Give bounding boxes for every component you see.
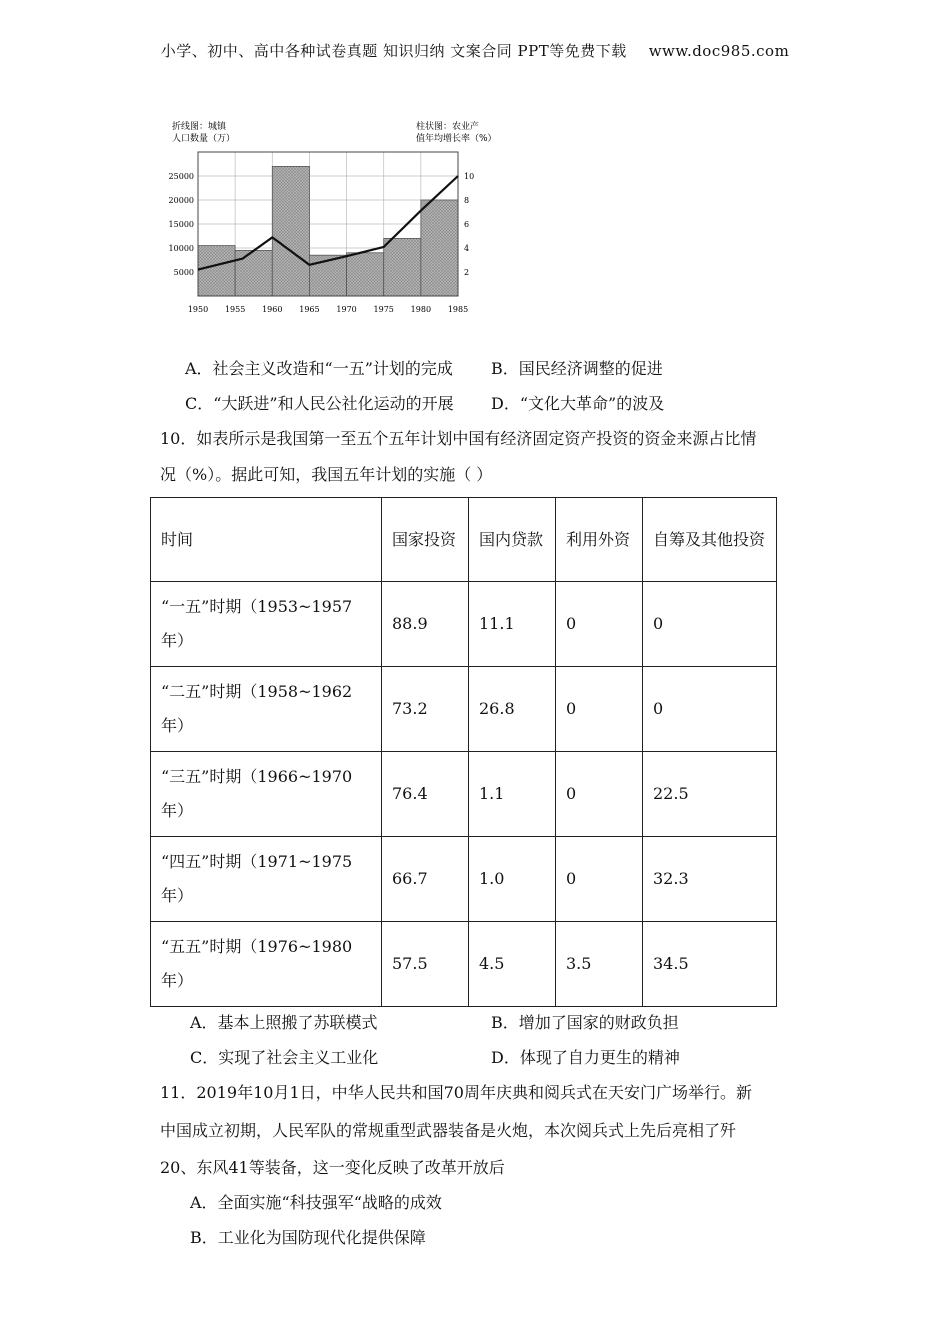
q10-option-b: B．增加了国家的财政负担 — [491, 1013, 679, 1032]
x-tick-label: 1950 — [187, 305, 209, 314]
cell-period: “四五”时期（1971~1975年） — [151, 837, 382, 922]
plot-area — [169, 152, 475, 314]
q11-option-a: A．全面实施“科技强军“战略的成效 — [190, 1193, 442, 1212]
table-header-row — [151, 498, 777, 582]
table-row — [151, 752, 777, 837]
q9-option-c: C．“大跃进”和人民公社化运动的开展 — [185, 394, 454, 413]
header-loan: 国内贷款 — [469, 498, 556, 582]
cell-state: 73.2 — [382, 667, 469, 752]
cell-self: 0 — [643, 667, 777, 752]
x-tick-label: 1955 — [224, 305, 246, 314]
cell-period: “一五”时期（1953~1957年） — [151, 582, 382, 667]
cell-foreign: 3.5 — [556, 922, 643, 1007]
left-tick-label: 20000 — [168, 196, 194, 205]
cell-period: “五五”时期（1976~1980年） — [151, 922, 382, 1007]
x-tick-label: 1975 — [373, 305, 394, 314]
cell-state: 57.5 — [382, 922, 469, 1007]
q10-option-c: C．实现了社会主义工业化 — [190, 1048, 379, 1067]
bar — [347, 253, 384, 296]
left-tick-label: 10000 — [168, 244, 194, 253]
cell-self: 22.5 — [643, 752, 777, 837]
page-header — [0, 40, 950, 61]
left-axis-label-1: 折线图：城镇 — [172, 122, 227, 132]
header-state: 国家投资 — [382, 498, 469, 582]
q11-stem-line-1: 11．2019年10月1日，中华人民共和国70周年庆典和阅兵式在天安门广场举行。新 — [160, 1083, 752, 1102]
q11-stem-line-3: 20、东风41等装备，这一变化反映了改革开放后 — [160, 1158, 505, 1177]
x-tick-label: 1980 — [410, 305, 432, 314]
table-row — [151, 582, 777, 667]
right-axis-label-2: 值年均增长率（%） — [416, 134, 497, 144]
x-tick-label: 1970 — [336, 305, 357, 314]
right-tick-label: 10 — [464, 172, 475, 181]
left-axis-label-2: 人口数量（万） — [172, 134, 236, 144]
header-site: www.doc985.com — [648, 42, 790, 60]
cell-foreign: 0 — [556, 667, 643, 752]
cell-period: “二五”时期（1958~1962年） — [151, 667, 382, 752]
chart — [160, 118, 497, 318]
bar — [235, 250, 272, 296]
header-text: 小学、初中、高中各种试卷真题 知识归纳 文案合同 PPT等免费下载 — [160, 42, 627, 60]
q10-stem-line-1: 10．如表所示是我国第一至五个五年计划中国有经济固定资产投资的资金来源占比情 — [160, 429, 757, 448]
x-tick-label: 1960 — [262, 305, 283, 314]
right-tick-label: 4 — [464, 244, 470, 253]
bar — [198, 246, 235, 296]
investment-table — [150, 497, 777, 1007]
q9-option-a: A．社会主义改造和“一五”计划的完成 — [185, 359, 453, 378]
q9-option-b: B．国民经济调整的促进 — [491, 359, 663, 378]
cell-loan: 1.0 — [469, 837, 556, 922]
right-tick-label: 8 — [464, 196, 470, 205]
cell-self: 34.5 — [643, 922, 777, 1007]
cell-foreign: 0 — [556, 837, 643, 922]
right-tick-label: 6 — [464, 220, 470, 229]
q9-option-d: D．“文化大革命”的波及 — [491, 394, 665, 413]
table-row — [151, 837, 777, 922]
q11-stem-line-2: 中国成立初期，人民军队的常规重型武器装备是火炮，本次阅兵式上先后亮相了歼 — [160, 1121, 737, 1140]
q11-option-b: B．工业化为国防现代化提供保障 — [190, 1228, 426, 1247]
cell-state: 88.9 — [382, 582, 469, 667]
cell-state: 76.4 — [382, 752, 469, 837]
q10-stem-line-2: 况（%）。据此可知，我国五年计划的实施（ ） — [160, 465, 493, 484]
table-row — [151, 922, 777, 1007]
header-self: 自筹及其他投资 — [643, 498, 777, 582]
left-tick-label: 5000 — [173, 268, 194, 277]
header-time: 时间 — [151, 498, 382, 582]
left-tick-label: 25000 — [168, 172, 194, 181]
cell-loan: 1.1 — [469, 752, 556, 837]
x-tick-label: 1985 — [447, 305, 469, 314]
cell-loan: 4.5 — [469, 922, 556, 1007]
x-tick-label: 1965 — [299, 305, 320, 314]
cell-state: 66.7 — [382, 837, 469, 922]
cell-loan: 26.8 — [469, 667, 556, 752]
cell-foreign: 0 — [556, 582, 643, 667]
bar — [272, 166, 309, 296]
q10-option-a: A．基本上照搬了苏联模式 — [190, 1013, 378, 1032]
bar — [421, 200, 458, 296]
cell-foreign: 0 — [556, 752, 643, 837]
cell-loan: 11.1 — [469, 582, 556, 667]
table-row — [151, 667, 777, 752]
cell-period: “三五”时期（1966~1970年） — [151, 752, 382, 837]
left-tick-label: 15000 — [168, 220, 194, 229]
q10-option-d: D．体现了自力更生的精神 — [491, 1048, 680, 1067]
cell-self: 0 — [643, 582, 777, 667]
cell-self: 32.3 — [643, 837, 777, 922]
right-axis-label-1: 柱状图：农业产 — [416, 122, 480, 132]
right-tick-label: 2 — [464, 268, 470, 277]
header-foreign: 利用外资 — [556, 498, 643, 582]
bar — [384, 238, 421, 296]
